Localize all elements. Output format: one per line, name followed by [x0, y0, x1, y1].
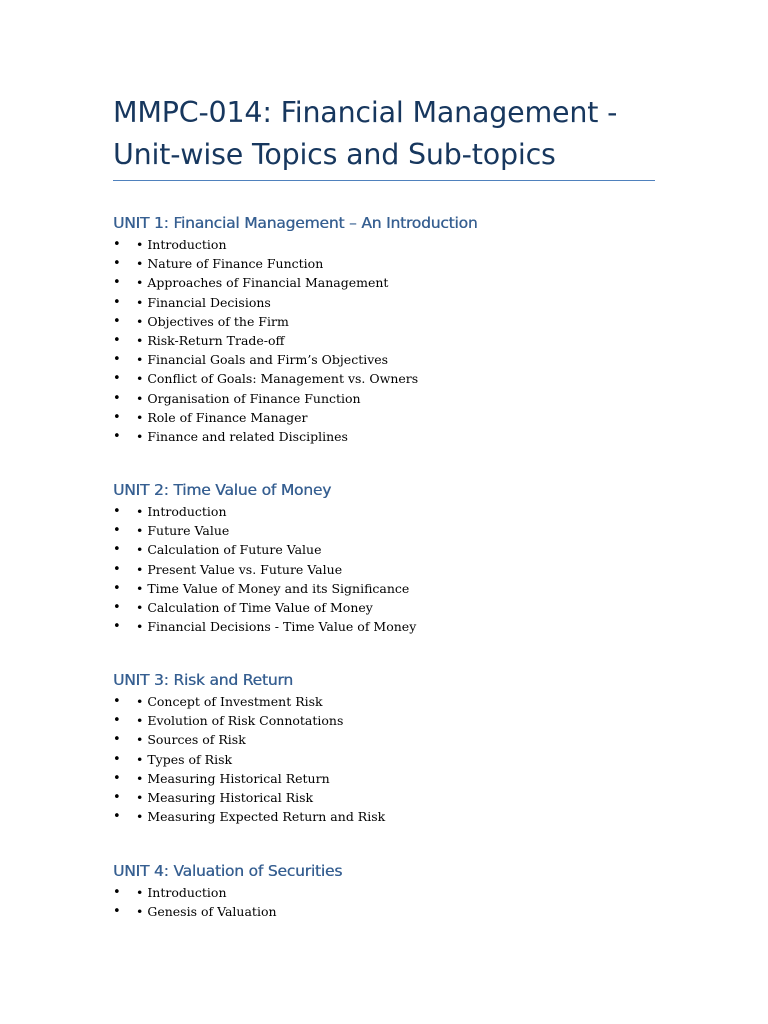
bullet-icon: • — [113, 694, 121, 709]
topic-text: • Approaches of Financial Management — [136, 275, 389, 291]
topic-text: • Measuring Historical Risk — [136, 789, 314, 805]
list-item — [113, 312, 673, 331]
bullet-icon: • — [113, 809, 121, 825]
bullet-icon: • — [113, 904, 121, 920]
unit-3-section — [113, 670, 673, 826]
topic-text: • Present Value vs. Future Value — [136, 561, 343, 577]
bullet-icon: • — [113, 390, 121, 406]
unit-4-topic-list — [113, 883, 673, 921]
bullet-icon: • — [113, 542, 121, 558]
list-item — [113, 273, 673, 292]
bullet-icon: • — [113, 332, 121, 348]
topic-text: • Role of Finance Manager — [136, 409, 308, 425]
list-item — [113, 235, 673, 254]
list-item — [113, 560, 673, 579]
list-item — [113, 389, 673, 408]
topic-text: • Introduction — [136, 504, 227, 519]
unit-2-section — [113, 480, 673, 636]
bullet-icon: • — [113, 428, 121, 444]
list-item — [113, 902, 673, 921]
topic-text: • Organisation of Finance Function — [136, 390, 361, 406]
bullet-icon: • — [113, 256, 121, 272]
bullet-icon: • — [113, 713, 121, 729]
title-line-1: MMPC-014: Financial Management - — [113, 96, 618, 129]
topic-text: • Introduction — [136, 885, 227, 900]
list-item — [113, 692, 673, 711]
list-item — [113, 350, 673, 369]
bullet-icon: • — [113, 770, 121, 786]
topic-text: • Objectives of the Firm — [136, 313, 289, 329]
bullet-icon: • — [113, 751, 121, 767]
list-item — [113, 711, 673, 730]
bullet-icon: • — [113, 504, 121, 519]
bullet-icon: • — [113, 409, 121, 425]
topic-text: • Financial Decisions — [136, 294, 271, 310]
title-line-2: Unit-wise Topics and Sub-topics — [113, 138, 556, 171]
topic-text: • Calculation of Time Value of Money — [136, 599, 373, 615]
bullet-icon: • — [113, 561, 121, 577]
unit-4-section — [113, 861, 673, 921]
topic-text: • Introduction — [136, 237, 227, 252]
list-item — [113, 254, 673, 273]
list-item — [113, 293, 673, 312]
list-item — [113, 369, 673, 388]
unit-3-topic-list — [113, 692, 673, 826]
topic-text: • Finance and related Disciplines — [136, 428, 348, 444]
bullet-icon: • — [113, 352, 121, 368]
list-item — [113, 883, 673, 902]
list-item — [113, 598, 673, 617]
topic-text: • Sources of Risk — [136, 732, 246, 748]
topic-text: • Financial Decisions - Time Value of Money — [136, 619, 417, 635]
topic-text: • Measuring Expected Return and Risk — [136, 809, 386, 825]
list-item — [113, 427, 673, 446]
topic-text: • Types of Risk — [136, 751, 233, 767]
list-item — [113, 788, 673, 807]
topic-text: • Risk-Return Trade-off — [136, 332, 285, 348]
unit-2-topic-list — [113, 502, 673, 636]
unit-4-heading: UNIT 4: Valuation of Securities — [113, 862, 343, 880]
bullet-icon: • — [113, 599, 121, 615]
bullet-icon: • — [113, 580, 121, 596]
bullet-icon: • — [113, 294, 121, 310]
document-title — [113, 92, 673, 176]
list-item — [113, 579, 673, 598]
bullet-icon: • — [113, 313, 121, 329]
topic-text: • Concept of Investment Risk — [136, 694, 323, 709]
list-item — [113, 540, 673, 559]
title-underline-rule — [113, 180, 655, 181]
bullet-icon: • — [113, 237, 121, 252]
topic-text: • Future Value — [136, 523, 230, 539]
bullet-icon: • — [113, 371, 121, 387]
unit-1-section — [113, 213, 673, 446]
list-item — [113, 617, 673, 636]
list-item — [113, 750, 673, 769]
topic-text: • Financial Goals and Firm’s Objectives — [136, 352, 389, 368]
list-item — [113, 769, 673, 788]
unit-2-heading: UNIT 2: Time Value of Money — [113, 481, 332, 499]
list-item — [113, 502, 673, 521]
unit-1-heading: UNIT 1: Financial Management – An Introduction — [113, 214, 478, 232]
topic-text: • Nature of Finance Function — [136, 256, 324, 272]
list-item — [113, 331, 673, 350]
bullet-icon: • — [113, 523, 121, 539]
topic-text: • Genesis of Valuation — [136, 904, 277, 920]
topic-text: • Calculation of Future Value — [136, 542, 322, 558]
bullet-icon: • — [113, 885, 121, 900]
list-item — [113, 730, 673, 749]
topic-text: • Measuring Historical Return — [136, 770, 330, 786]
unit-3-heading: UNIT 3: Risk and Return — [113, 671, 293, 689]
bullet-icon: • — [113, 732, 121, 748]
bullet-icon: • — [113, 789, 121, 805]
list-item — [113, 521, 673, 540]
bullet-icon: • — [113, 275, 121, 291]
bullet-icon: • — [113, 619, 121, 635]
topic-text: • Conflict of Goals: Management vs. Owners — [136, 371, 419, 387]
unit-1-topic-list — [113, 235, 673, 446]
list-item — [113, 807, 673, 826]
topic-text: • Evolution of Risk Connotations — [136, 713, 344, 729]
topic-text: • Time Value of Money and its Significance — [136, 580, 410, 596]
list-item — [113, 408, 673, 427]
